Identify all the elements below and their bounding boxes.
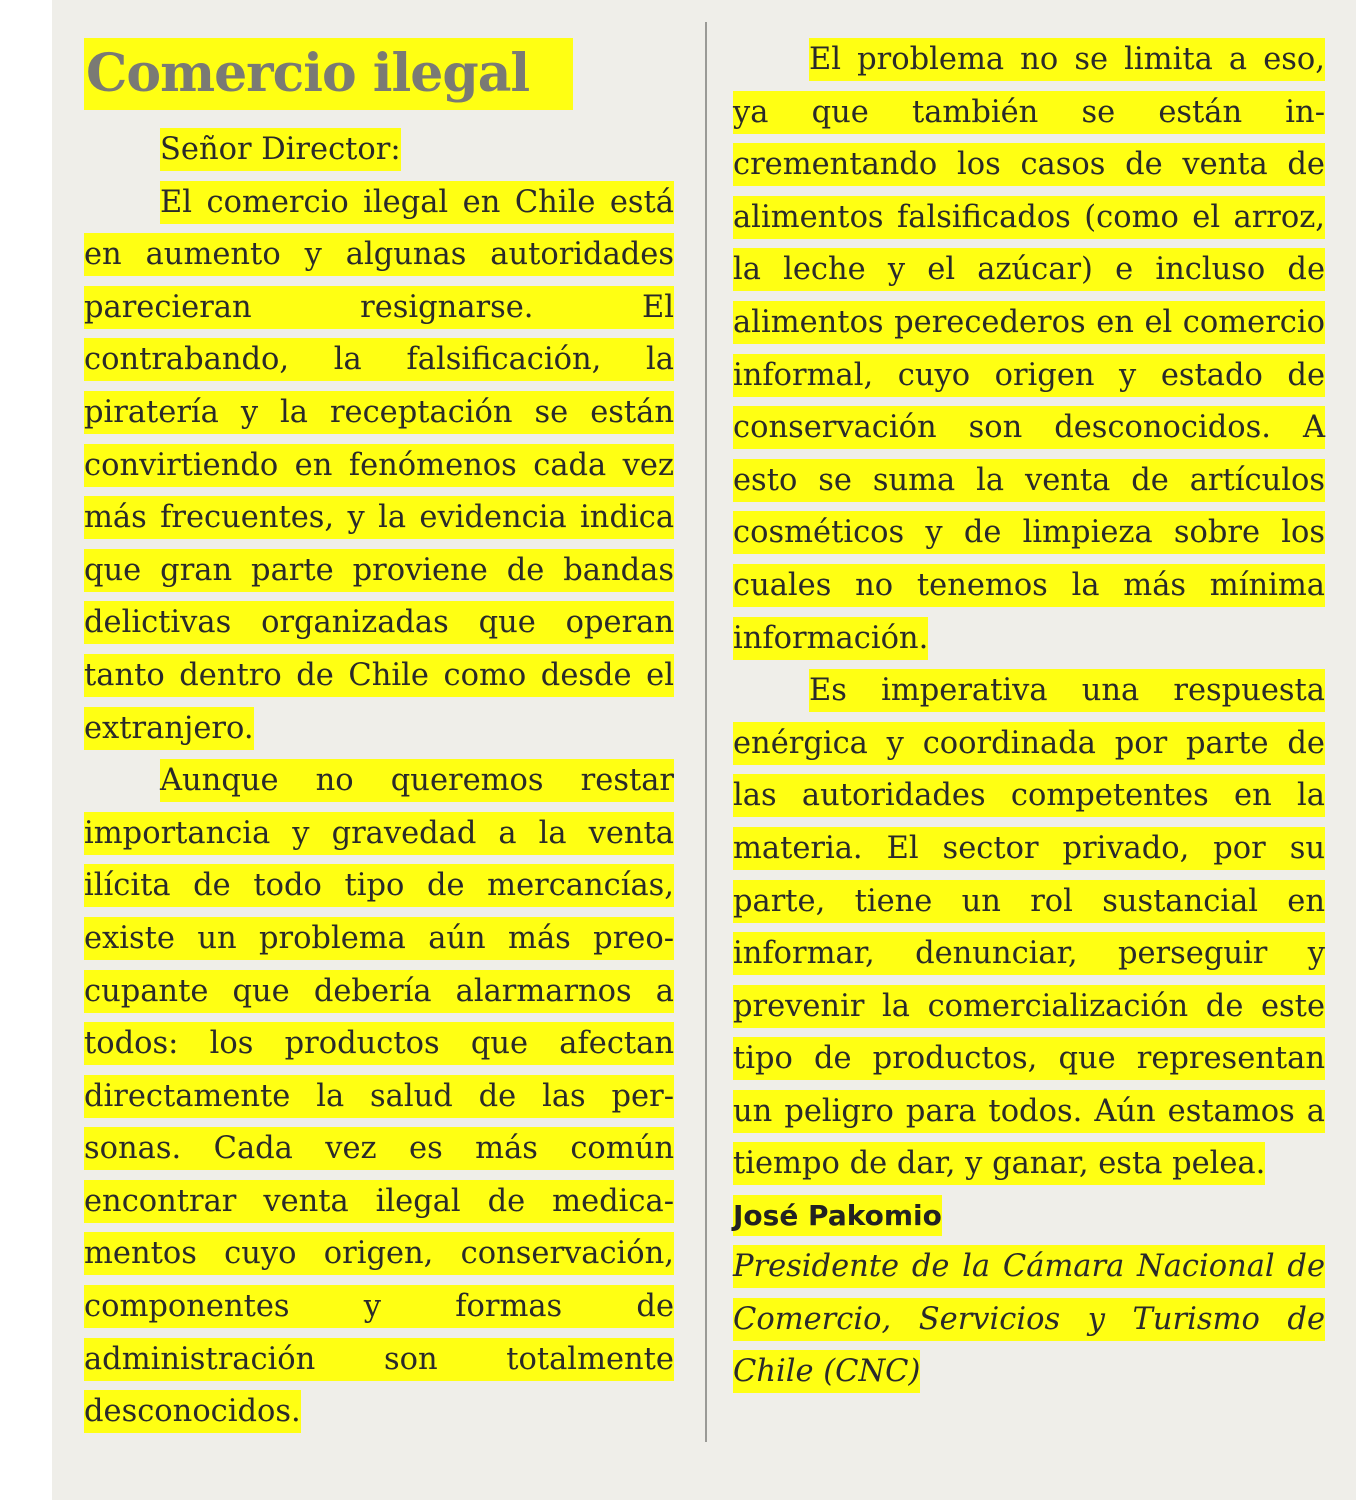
author-affiliation	[733, 1241, 1325, 1399]
paragraph-4	[733, 665, 1325, 1191]
salutation-text: Señor Director:	[160, 128, 401, 171]
paragraph-4-text: Es imperativa una respuesta enérgica y coordinada por parte de las autoridades competentes en la materia. El sector privado, por su parte, tiene un rol sustancial en informar, denunciar, perseguir y prevenir la comercialización de este tipo de productos, que representan un peligro para todos. Aún estamos a tiempo de dar, y ganar, esta pelea.	[733, 669, 1325, 1185]
column-divider	[705, 22, 707, 1442]
paragraph-2-text: Aunque no queremos restar importancia y gravedad a la venta ilícita de todo tipo de mercancías, existe un problema aún más preocupante que debería alarmarnos a todos: los productos que afectan directamente la salud de las personas. Cada vez es más común encontrar venta ilegal de medicamentos cuyo origen, conservación, componentes y formas de administración son totalmente desconocidos.	[84, 759, 674, 1433]
paragraph-2	[84, 755, 674, 1439]
right-column	[733, 34, 1325, 1399]
paragraph-3	[733, 34, 1325, 665]
paragraph-1	[84, 177, 674, 756]
author-name	[733, 1191, 1325, 1241]
paragraph-1-text: El comercio ilegal en Chile está en aumento y algunas autoridades parecieran resignarse. El contrabando, la falsificación, la piratería y la receptación se están convirtiendo en fenómenos cada vez más frecuentes, y la evidencia indica que gran parte proviene de bandas delictivas organizadas que operan tanto dentro de Chile como desde el extranjero.	[84, 181, 674, 750]
author-affiliation-text: Presidente de la Cámara Nacional de Comercio, Servicios y Turismo de Chile (CNC)	[733, 1245, 1325, 1393]
paragraph-3-text: El problema no se limita a eso, ya que también se están incrementando los casos de venta de alimentos falsificados (como el arroz, la leche y el azúcar) e incluso de alimentos perecederos en el comercio informal, cuyo origen y estado de conservación son desconocidos. A esto se suma la venta de artículos cosméticos y de limpieza sobre los cuales no tenemos la más mínima información.	[733, 38, 1325, 660]
author-name-text: José Pakomio	[733, 1195, 942, 1236]
article-title: Comercio ilegal	[84, 38, 573, 110]
salutation	[84, 124, 674, 177]
left-column	[84, 38, 674, 1439]
